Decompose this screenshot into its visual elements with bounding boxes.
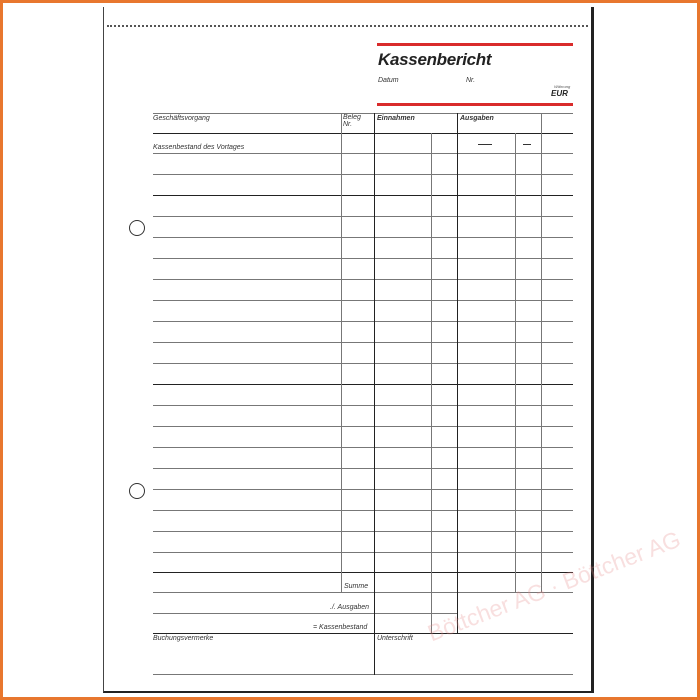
kassenbestand-line	[153, 633, 573, 634]
punch-hole-bottom	[129, 483, 145, 499]
table-row-line	[153, 363, 573, 364]
table-row-line	[153, 174, 573, 175]
table-row-line	[153, 552, 573, 553]
table-header-line	[153, 133, 573, 134]
table-row-line	[153, 510, 573, 511]
table-row-line	[153, 426, 573, 427]
col-header-ausgaben: Ausgaben	[460, 115, 494, 122]
table-row-line	[153, 447, 573, 448]
table-row-line	[153, 531, 573, 532]
summe-label: Summe	[344, 583, 369, 590]
table-row-line	[153, 384, 573, 385]
kassenbestand-vortag-label: Kassenbestand des Vortages	[153, 144, 245, 151]
ausgaben-amount-line	[374, 613, 457, 614]
col-beleg-left	[341, 113, 342, 592]
header-red-bar-top	[377, 43, 573, 46]
col-ausgaben-cents	[515, 133, 516, 592]
signature-line	[153, 674, 573, 675]
datum-label: Datum	[378, 77, 399, 84]
col-einnahmen-left	[374, 113, 375, 675]
table-row-line	[153, 237, 573, 238]
col-header-beleg: Beleg Nr.	[343, 114, 361, 128]
col-ausgaben-left	[457, 113, 458, 633]
summe-amount-line	[374, 592, 457, 593]
col-header-vorgang: Geschäftsvorgang	[153, 115, 210, 122]
col-header-einnahmen: Einnahmen	[377, 115, 415, 122]
dash-ausgaben-cents	[523, 144, 531, 145]
table-row-line	[153, 195, 573, 196]
minus-ausgaben-label: ./. Ausgaben	[330, 604, 370, 611]
header-red-bar-bottom	[377, 103, 573, 106]
ausgaben-summe-line	[457, 592, 573, 593]
table-body-bottom-line	[153, 572, 573, 573]
dash-ausgaben	[478, 144, 492, 145]
buchungsvermerke-label: Buchungsvermerke	[153, 635, 214, 642]
form-title: Kassenbericht	[378, 50, 492, 69]
table-row-line	[153, 279, 573, 280]
watermark: Böttcher AG · Böttcher AG	[424, 525, 684, 647]
table-row-line	[153, 258, 573, 259]
kassenbericht-form	[103, 7, 684, 693]
table-row-line	[153, 342, 573, 343]
unterschrift-label: Unterschrift	[377, 635, 413, 642]
perforation-line	[107, 25, 588, 27]
ausgaben-line	[153, 613, 374, 614]
table-row-line	[153, 405, 573, 406]
table-row-line	[153, 216, 573, 217]
punch-hole-top	[129, 220, 145, 236]
table-row-line	[153, 489, 573, 490]
kassenbestand-label: = Kassenbestand	[313, 624, 368, 631]
table-row-line	[153, 468, 573, 469]
table-row-line	[153, 321, 573, 322]
table-row-line	[153, 153, 573, 154]
currency-label: EUR	[551, 89, 568, 98]
table-row-line	[153, 300, 573, 301]
summe-line	[153, 592, 374, 593]
col-extra-left	[541, 113, 542, 592]
table-top-line	[153, 113, 573, 114]
col-einnahmen-cents	[431, 133, 432, 633]
currency-small-label: Währung	[554, 84, 571, 89]
nr-label: Nr.	[466, 77, 476, 84]
